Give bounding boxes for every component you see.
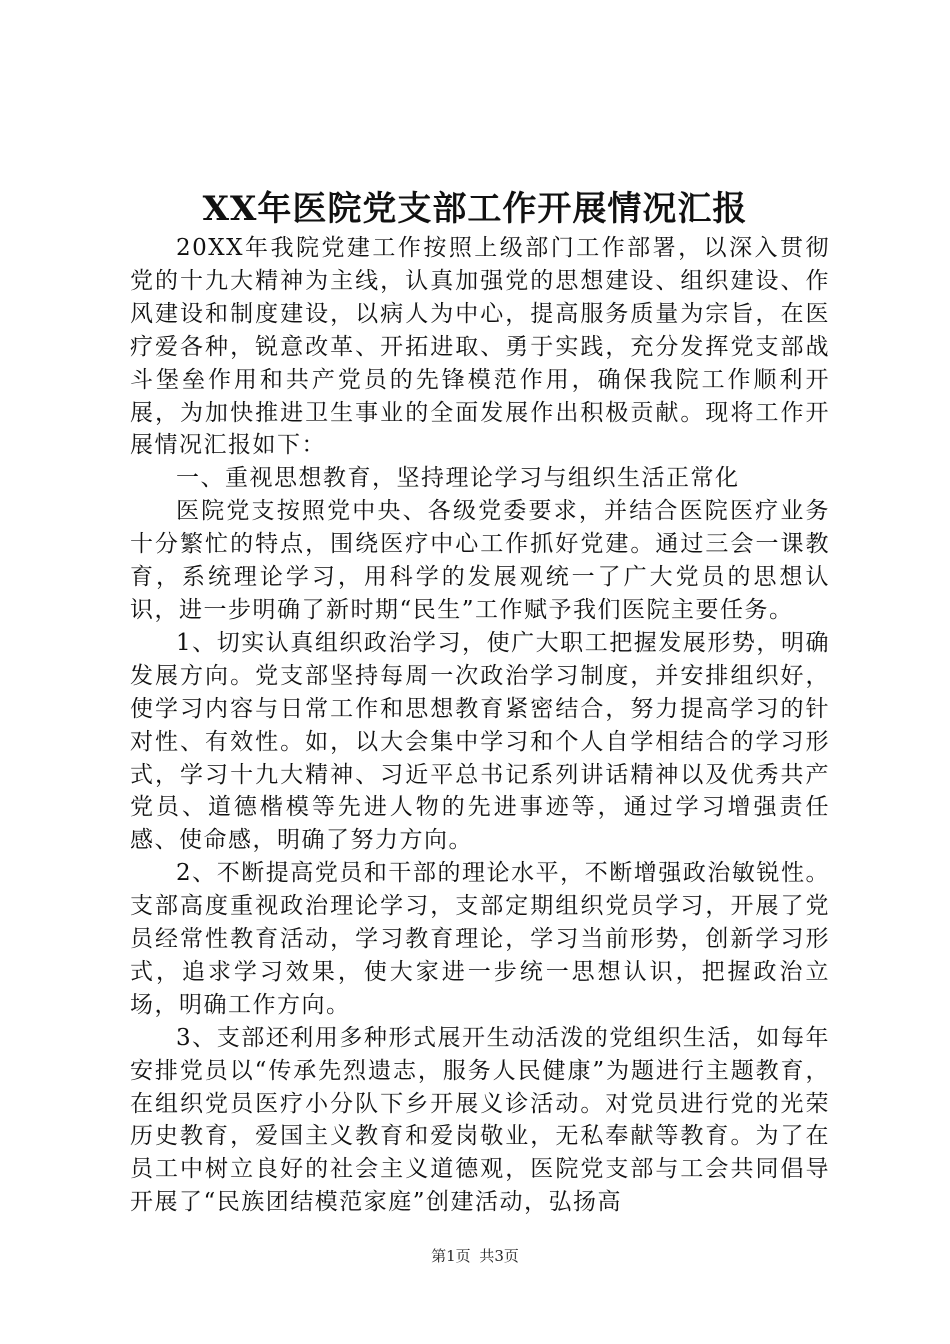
page-total: 共3页 xyxy=(479,1247,519,1265)
document-body xyxy=(130,232,830,1219)
paragraph-item-1: 1、切实认真组织政治学习，使广大职工把握发展形势，明确发展方向。党支部坚持每周一次政治学习制度，并安排组织好，使学习内容与日常工作和思想教育紧密结合，努力提高学习的针对性、有效性。如，以大会集中学习和个人自学相结合的学习形式，学习十九大精神、习近平总书记系列讲话精神以及优秀共产党员、道德楷模等先进人物的先进事迹等，通过学习增强责任感、使命感，明确了努力方向。 xyxy=(130,629,830,854)
page-footer xyxy=(0,1246,950,1266)
document-title: XX年医院党支部工作开展情况汇报 xyxy=(202,189,748,229)
paragraph-item-2: 2、不断提高党员和干部的理论水平，不断增强政治敏锐性。支部高度重视政治理论学习，支部定期组织党员学习，开展了党员经常性教育活动，学习教育理论，学习当前形势，创新学习形式，追求学习效果，使大家进一步统一思想认识，把握政治立场，明确工作方向。 xyxy=(130,860,830,1018)
paragraph-intro: 20XX年我院党建工作按照上级部门工作部署，以深入贯彻党的十九大精神为主线，认真加强党的思想建设、组织建设、作风建设和制度建设，以病人为中心，提高服务质量为宗旨，在医疗爱各种，锐意改革、开拓进取、勇于实践，充分发挥党支部战斗堡垒作用和共产党员的先锋模范作用，确保我院工作顺利开展，为加快推进卫生事业的全面发展作出积极贡献。现将工作开展情况汇报如下： xyxy=(130,235,830,459)
section-heading-1: 一、重视思想教育，坚持理论学习与组织生活正常化 xyxy=(176,465,740,492)
page-number: 第1页 xyxy=(431,1247,471,1265)
paragraph-section-1: 医院党支按照党中央、各级党委要求，并结合医院医疗业务十分繁忙的特点，围绕医疗中心工作抓好党建。通过三会一课教育，系统理论学习，用科学的发展观统一了广大党员的思想认识，进一步明确了新时期“民生”工作赋予我们医院主要任务。 xyxy=(130,498,830,623)
paragraph-item-3: 3、支部还利用多种形式展开生动活泼的党组织生活，如每年安排党员以“传承先烈遗志，服务人民健康”为题进行主题教育，在组织党员医疗小分队下乡开展义诊活动。对党员进行党的光荣历史教育，爱国主义教育和爱岗敬业，无私奉献等教育。为了在员工中树立良好的社会主义道德观，医院党支部与工会共同倡导开展了“民族团结模范家庭”创建活动，弘扬高 xyxy=(130,1024,830,1216)
